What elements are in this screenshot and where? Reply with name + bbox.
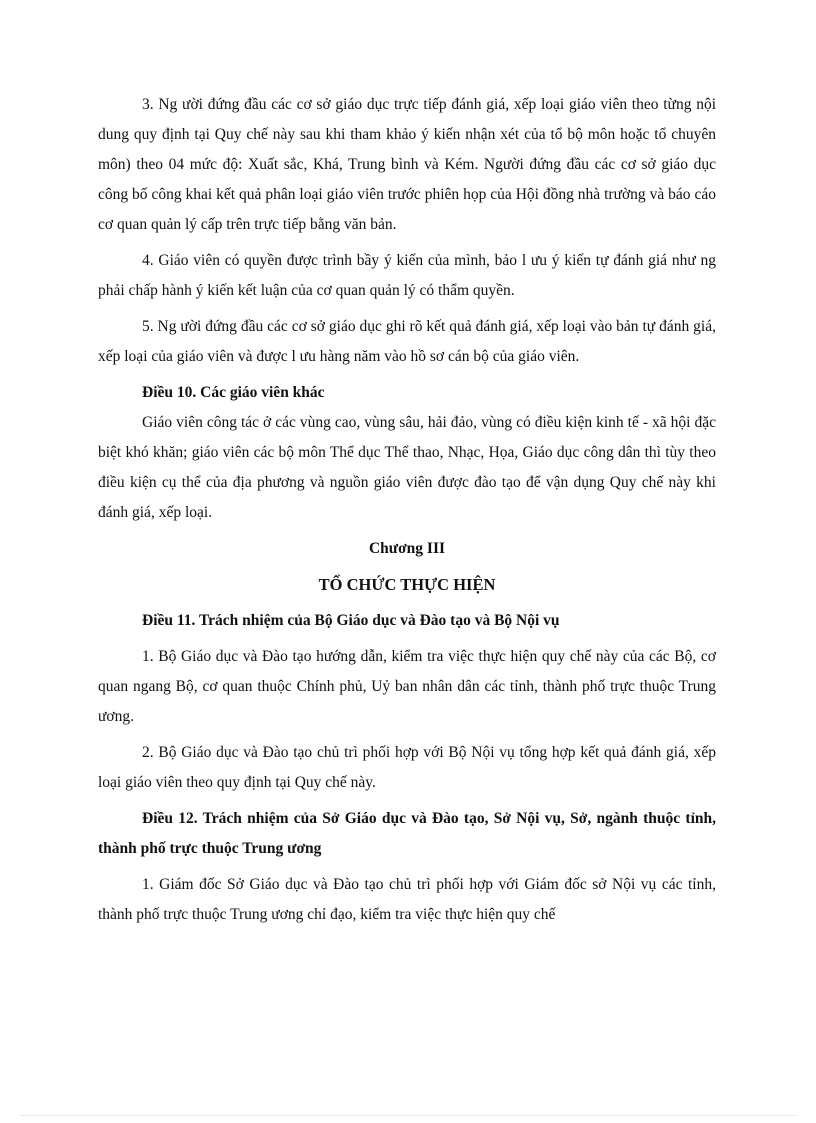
chapter-title: TỔ CHỨC THỰC HIỆN — [318, 575, 496, 594]
article-11-item-2: 2. Bộ Giáo dục và Đào tạo chủ trì phối hợp với Bộ Nội vụ tổng hợp kết quả đánh giá, xếp loại giáo viên theo quy định tại Quy chế này. — [98, 744, 716, 791]
article-12-item-1: 1. Giám đốc Sở Giáo dục và Đào tạo chủ trì phối hợp với Giám đốc sở Nội vụ các tỉnh, thành phố trực thuộc Trung ương chỉ đạo, kiểm tra việc thực hiện quy chế — [98, 876, 716, 923]
article-10-body: Giáo viên công tác ở các vùng cao, vùng sâu, hải đảo, vùng có điều kiện kinh tế - xã hội đặc biệt khó khăn; giáo viên các bộ môn Thể dục Thể thao, Nhạc, Họa, Giáo dục công dân thì tùy theo điều kiện cụ thể của địa phương và nguồn giáo viên được đào tạo để vận dụng Quy chế này khi đánh giá, xếp loại. — [98, 414, 716, 521]
article-12-title: Điều 12. Trách nhiệm của Sở Giáo dục và Đào tạo, Sở Nội vụ, Sở, ngành thuộc tỉnh, thành phố trực thuộc Trung ương — [98, 810, 716, 857]
article-11-title: Điều 11. Trách nhiệm của Bộ Giáo dục và Đào tạo và Bộ Nội vụ — [142, 612, 560, 629]
document-page — [98, 90, 716, 930]
paragraph-item-4: 4. Giáo viên có quyền được trình bầy ý kiến của mình, bảo l ưu ý kiến tự đánh giá như ng phải chấp hành ý kiến kết luận của cơ quan quản lý có thẩm quyền. — [98, 252, 716, 299]
paragraph-item-5: 5. Ng ười đứng đầu các cơ sở giáo dục ghi rõ kết quả đánh giá, xếp loại vào bản tự đánh giá, xếp loại của giáo viên và được l ưu hàng năm vào hồ sơ cán bộ của giáo viên. — [98, 318, 716, 365]
chapter-number: Chương III — [368, 540, 446, 557]
article-10-title: Điều 10. Các giáo viên khác — [142, 384, 325, 401]
page-bottom-divider — [20, 1115, 796, 1116]
article-11-item-1: 1. Bộ Giáo dục và Đào tạo hướng dẫn, kiểm tra việc thực hiện quy chế này của các Bộ, cơ quan ngang Bộ, cơ quan thuộc Chính phủ, Uỷ ban nhân dân các tỉnh, thành phố trực thuộc Trung ương. — [98, 648, 716, 725]
paragraph-item-3: 3. Ng ười đứng đầu các cơ sở giáo dục trực tiếp đánh giá, xếp loại giáo viên theo từng nội dung quy định tại Quy chế này sau khi tham khảo ý kiến nhận xét của tổ bộ môn hoặc tổ chuyên môn) theo 04 mức độ: Xuất sắc, Khá, Trung bình và Kém. Người đứng đầu các cơ sở giáo dục công bố công khai kết quả phân loại giáo viên trước phiên họp của Hội đồng nhà trường và báo cáo cơ quan quản lý cấp trên trực tiếp bằng văn bản. — [98, 96, 716, 233]
